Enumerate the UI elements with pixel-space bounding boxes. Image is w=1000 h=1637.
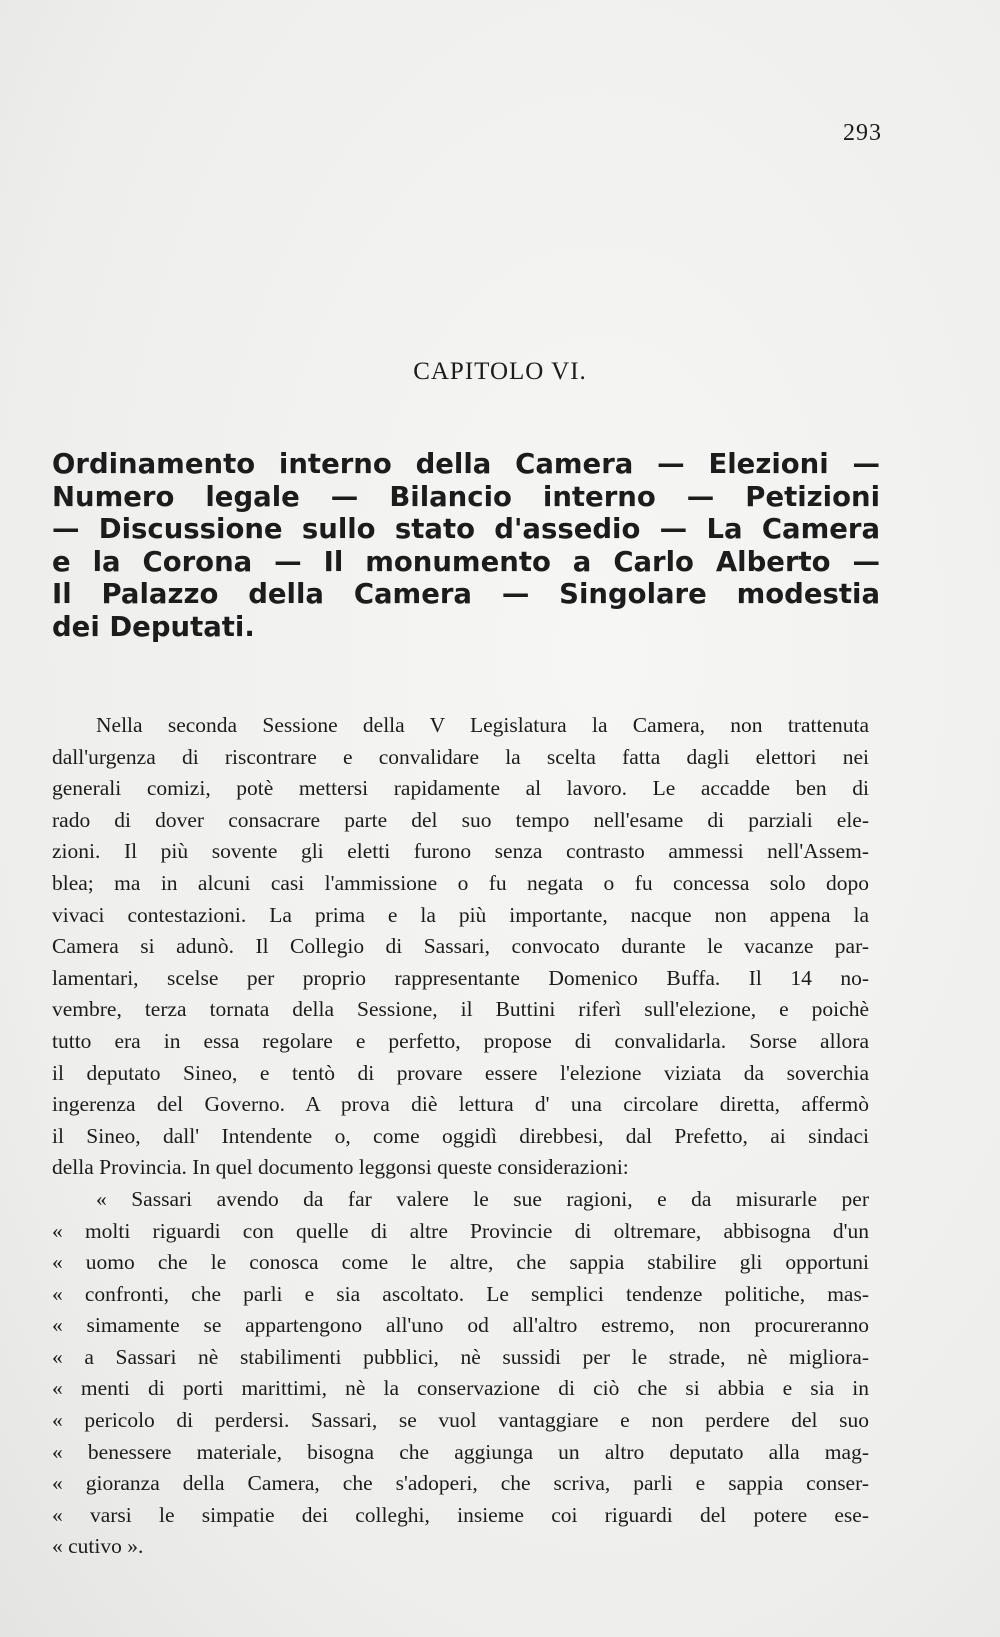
quote-line: « simamente se appartengono all'uno od all'altro estremo, non procureranno — [52, 1313, 869, 1338]
text-line: rado di dover consacrare parte del suo tempo nell'esame di parziali ele- — [52, 807, 869, 832]
quote-line: « menti di porti marittimi, nè la conservazione di ciò che si abbia e sia in — [52, 1376, 869, 1401]
quote-line: « gioranza della Camera, che s'adoperi, che scriva, parli e sappia conser- — [52, 1471, 869, 1496]
text-line: ingerenza del Governo. A prova diè lettura d' una circolare diretta, affermò — [52, 1092, 869, 1117]
quote-line: « confronti, che parli e sia ascoltato. Le semplici tendenze politiche, mas- — [52, 1281, 869, 1306]
chapter-summary-heading — [52, 448, 880, 643]
text-line: zioni. Il più sovente gli eletti furono senza contrasto ammessi nell'Assem- — [52, 839, 869, 864]
quote-line: « pericolo di perdersi. Sassari, se vuol vantaggiare e non perdere del suo — [52, 1408, 869, 1433]
text-line: Camera si adunò. Il Collegio di Sassari, convocato durante le vacanze par- — [52, 934, 869, 959]
quote-line: « Sassari avendo da far valere le sue ragioni, e da misurarle per — [96, 1186, 869, 1211]
text-line: il deputato Sineo, e tentò di provare essere l'elezione viziata da soverchia — [52, 1060, 869, 1085]
heading-line: dei Deputati. — [52, 610, 255, 643]
text-line: della Provincia. In quel documento leggonsi queste considerazioni: — [52, 1155, 629, 1180]
quote-line: « uomo che le conosca come le altre, che sappia stabilire gli opportuni — [52, 1250, 869, 1275]
quote-line: « cutivo ». — [52, 1534, 144, 1559]
heading-line: Il Palazzo della Camera — Singolare modestia — [52, 578, 880, 610]
heading-line: e la Corona — Il monumento a Carlo Alberto — — [52, 545, 880, 578]
quote-line: « varsi le simpatie dei colleghi, insieme coi riguardi del potere ese- — [52, 1502, 869, 1527]
text-line: lamentari, scelse per proprio rappresentante Domenico Buffa. Il 14 no- — [52, 965, 869, 990]
text-line: generali comizi, potè mettersi rapidamente al lavoro. Le accadde ben di — [52, 776, 869, 801]
quote-line: « a Sassari nè stabilimenti pubblici, nè sussidi per le strade, nè migliora- — [52, 1344, 869, 1369]
quote-line: « benessere materiale, bisogna che aggiunga un altro deputato alla mag- — [52, 1439, 869, 1464]
heading-line: Ordinamento interno della Camera — Elezioni — — [52, 448, 880, 480]
page-number: 293 — [843, 120, 882, 146]
heading-line: Numero legale — Bilancio interno — Petizioni — [52, 480, 880, 513]
text-line: vivaci contestazioni. La prima e la più importante, nacque non appena la — [52, 902, 869, 927]
text-line: Nella seconda Sessione della V Legislatura la Camera, non trattenuta — [96, 713, 869, 737]
quote-line: « molti riguardi con quelle di altre Provincie di oltremare, abbisogna d'un — [52, 1218, 869, 1243]
text-line: il Sineo, dall' Intendente o, come oggidì direbbesi, dal Prefetto, ai sindaci — [52, 1123, 869, 1148]
text-line: tutto era in essa regolare e perfetto, propose di convalidarla. Sorse allora — [52, 1028, 869, 1053]
heading-line: — Discussione sullo stato d'assedio — La Camera — [52, 513, 880, 545]
text-line: vembre, terza tornata della Sessione, il Buttini riferì sull'elezione, e poichè — [52, 997, 869, 1022]
text-line: dall'urgenza di riscontrare e convalidare la scelta fatta dagli elettori nei — [52, 744, 869, 769]
body-text — [52, 710, 869, 1563]
text-line: blea; ma in alcuni casi l'ammissione o fu negata o fu concessa solo dopo — [52, 870, 869, 895]
chapter-title: CAPITOLO VI. — [413, 358, 587, 385]
